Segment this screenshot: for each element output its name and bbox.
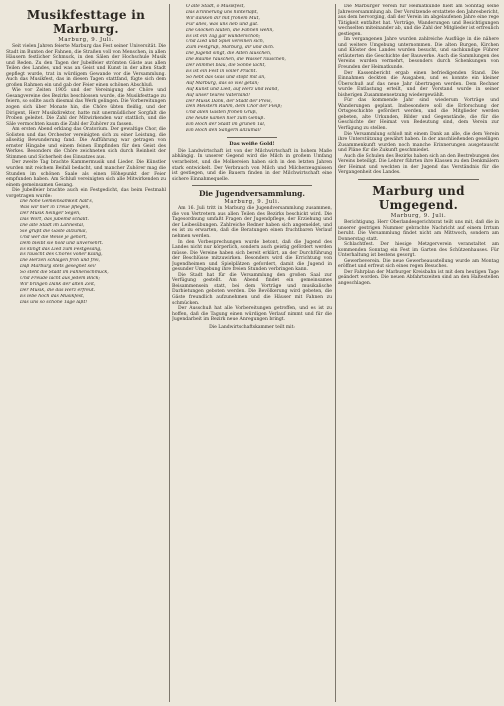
- article-dateline: Marburg, 9. Juli.: [58, 37, 114, 43]
- poem-line: Die alte Stadt im Lahnestal,: [20, 222, 85, 228]
- poem-line: O alte Stadt, o Musikfest,: [186, 4, 245, 9]
- column-right: [338, 4, 499, 702]
- paragraph: Die Versammlung schloß mit einem Dank an alle, die dem Verein ihre Unterstützung gewährt haben. In der anschließenden geselligen Zusammenkunft wurden noch manche Erinnerungen ausgetauscht und Pläne für die Zukunft geschmiedet.: [338, 131, 499, 154]
- paragraph: Schlachtfest. Der hiesige Metzgerverein veranstaltet am kommenden Sonntag ein Fest im Garten des Schützenhauses. Für Unterhaltung ist bestens gesorgt.: [338, 242, 499, 259]
- poem-line: Auf Marburg, das so viel getan;: [186, 80, 259, 86]
- poem-line: Zum Festgruß, Marburg, dir und dich.: [186, 45, 275, 51]
- paragraph: Am ersten Abend erklang das Oratorium. Der gewaltige Chor, die Solisten und das Orchester vereinigten sich zu einer Leistung, die allseitig Bewunderung fand. Die Aufführung war getragen von ernster Hingabe und einem feinen Empfinden für den Geist des Werkes. Besonders die Chöre zeichneten sich durch Reinheit der Stimmen und Sicherheit des Einsatzes aus.: [6, 127, 166, 160]
- section-dateline: Marburg, 9. Juli.: [390, 212, 447, 219]
- poem-line: Das Wort, das jubelnd schallt.: [20, 217, 89, 223]
- paragraph: Die Landwirtschaft ist von der Milchwirtschaft in hohem Maße abhängig. In unserer Gegend wird die Milch in großem Umfang verarbeitet, und die Molkereien haben sich in den letzten Jahren stark entwickelt. Der Verbrauch von Milch und Milcherzeugnissen ist gestiegen, und die Bauern finden in der Milchwirtschaft eine sichere Einnahmequelle.: [172, 148, 332, 182]
- poem-line: Und Lied und Spiel vereinen sich,: [186, 39, 265, 45]
- poem-line: Es klingt das Lied zum Festgesang,: [20, 246, 102, 252]
- paragraph: Am 16. Juli tritt in Marburg die Jugendversammlung zusammen, die von Vertretern aus allen Teilen des Bezirks beschickt wird. Die Tagesordnung umfaßt Fragen der Jugendpflege, der Erziehung und der Leibesübungen. Zahlreiche Redner haben sich angemeldet, und es ist zu erwarten, daß die Beratungen einen fruchtbaren Verlauf nehmen werden.: [172, 206, 332, 239]
- subheadline: Das weiße Gold!: [229, 140, 275, 147]
- poem-line: Das uns so schöne Tage läßt!: [20, 299, 88, 305]
- poem-line: Es ist ein Fest in voller Pracht.: [186, 68, 257, 74]
- poem-line: Auf unser teures Vaterland!: [186, 92, 251, 98]
- poem-line: Ein Hoch den Sängern allzumal!: [186, 128, 261, 134]
- poem-line: Es ist ein Tag gar wunderschön;: [186, 33, 261, 39]
- poem-line: Das Erinnerung uns hinterläßt,: [186, 9, 259, 15]
- poem-line: So steht die Stadt im Fahnenschmuck,: [20, 270, 109, 276]
- paragraph: Wie vor Zeiten 1905 und der Vereinigung der Chöre und Gesangvereine des Bezirks beschlossen wurde, die Musikfesttage zu feiern, so sollte auch diesmal das Werk gelingen. Die Vorbereitungen zogen sich über Monate hin, die Chöre übten fleißig, und der Dirigent, Herr Musikdirektor, hatte mit unermüdlicher Sorgfalt die Proben geleitet. Die Zahl der Mitwirkenden war stattlich, und die Säle vermochten kaum die Zahl der Zuhörer zu fassen.: [6, 88, 166, 127]
- paragraph: Der Fahrplan der Marburger Kreisbahn ist mit dem heutigen Tage geändert worden. Die neuen Abfahrtszeiten sind an den Haltestellen angeschlagen.: [338, 269, 499, 286]
- article-body: [338, 4, 499, 176]
- divider: [358, 179, 479, 180]
- poem-line: Der Musik heiliger Segen,: [20, 211, 81, 217]
- poem: [172, 4, 332, 134]
- article-body: [338, 220, 499, 287]
- poem-line: Der Musik, die das Herz erfreut.: [20, 287, 96, 293]
- poem-line: Den Meistern Ruhm, dem Chor der Fleiß;: [186, 104, 283, 110]
- poem-line: Dem bleibt sie hold und unversehrt.: [20, 240, 104, 246]
- column-rule: [169, 4, 170, 702]
- poem-line: Die Jugend singt, die Alten lauschen,: [186, 51, 272, 57]
- paragraph: Die Stadt hat für die Versammlung den großen Saal zur Verfügung gestellt. Am Abend findet ein gemeinsames Beisammensein statt, bei dem Vorträge und musikalische Darbietungen geboten werden. Die Bevölkerung wird gebeten, die Gäste freundlich aufzunehmen und die Häuser mit Fahnen zu schmücken.: [172, 272, 332, 306]
- poem-line: Ein Hoch der Stadt im grünen Tal,: [186, 122, 266, 128]
- poem-line: Es rauscht des Chores voller Klang,: [20, 252, 103, 258]
- poem: [6, 199, 166, 305]
- poem-line: Die heute kamen hier zum Genuß.: [186, 116, 266, 122]
- poem-line: Der Himmel blau, die Sonne lacht,: [186, 63, 266, 69]
- paragraph: Der Kassenbericht ergab einen befriedigenden Stand. Die Einnahmen deckten die Ausgaben, und es konnte ein kleiner Überschuß auf das neue Jahr übertragen werden. Dem Rechner wurde Entlastung erteilt, und der Vorstand wurde in seiner bisherigen Zusammensetzung wiedergewählt.: [338, 70, 499, 98]
- column-rule: [335, 4, 336, 702]
- column-left: [6, 4, 166, 702]
- section-title: Die Jugendversammlung.: [198, 189, 306, 199]
- poem-line: Es lebe hoch das Musikfest,: [20, 293, 85, 299]
- poem-line: Die Glocken läuten, die Fahnen wehn,: [186, 27, 274, 33]
- paragraph: Im vergangenen Jahre wurden zahlreiche Ausflüge in die nähere und weitere Umgebung unternommen. Die alten Burgen, Kirchen und Klöster des Landes wurden besucht, und sachkundige Führer erläuterten die Geschichte der Bauwerke. Auch die Sammlungen des Vereins wurden vermehrt, besonders durch Schenkungen von Freunden der Heimatkunde.: [338, 37, 499, 71]
- poem-line: Die Herzen schlagen froh und frei,: [20, 258, 101, 264]
- divider: [227, 137, 277, 138]
- paragraph: Der zweite Tag brachte Kammermusik und Lieder. Die Künstler wurden mit reichem Beifall bedacht, und mancher Zuhörer mag die Stunden im schönen Saale als einen Höhepunkt der Feier empfunden haben. Am Schluß vereinigten sich alle Mitwirkenden zu einem gemeinsamen Gesang.: [6, 160, 166, 188]
- poem-line: Was wir hier in Treue pflegen,: [20, 205, 90, 211]
- paragraph: Für das kommende Jahr sind wiederum Vorträge und Wanderungen geplant. Insbesondere soll die Erforschung der Ortsgeschichte gefördert werden, und die Mitglieder werden gebeten, alte Urkunden, Bilder und Gegenstände, die für die Geschichte der Heimat von Bedeutung sind, dem Verein zur Verfügung zu stellen.: [338, 98, 499, 132]
- paragraph: Der Ausschuß hat alle Vorbereitungen getroffen, und es ist zu hoffen, daß die Tagung einen würdigen Verlauf nimmt und für die Jugendarbeit im Bezirk neue Anregungen bringt.: [172, 306, 332, 323]
- poem-line: Und wer die Weise je gehört,: [20, 234, 87, 240]
- divider: [192, 185, 312, 186]
- poem-line: So hebt das Glas und stoßt mit an,: [186, 74, 266, 80]
- section-dateline: Marburg, 9. Juli.: [224, 199, 280, 206]
- poem-line: Und allen Gästen frohen Gruß,: [186, 110, 258, 116]
- poem-line: Für alles, was uns lieb und gut.: [186, 21, 259, 27]
- paragraph: In den Vorbesprechungen wurde betont, daß die Jugend des Landes nicht nur körperlich, sondern auch geistig gefördert werden müsse. Die Vereine haben sich bereit erklärt, an der Durchführung der Beschlüsse mitzuwirken. Besonders wird die Errichtung von Jugendheimen und Spielplätzen gefordert, damit die Jugend in gesunder Umgebung ihre freien Stunden verbringen kann.: [172, 239, 332, 273]
- poem-line: Die Bäume rauschen, die Wasser rauschen,: [186, 57, 286, 63]
- poem-line: Auf Kunst und Lied, auf Herz und Hand,: [186, 86, 279, 92]
- article-body: [172, 149, 332, 182]
- paragraph: Berichtigung. Herr Oberlandesgerichtsrat teilt uns mit, daß die in unserer gestrigen Nummer gebrachte Nachricht auf einem Irrtum beruht. Die Versammlung findet nicht am Mittwoch, sondern am Donnerstag statt.: [338, 219, 499, 242]
- paragraph: Die Jubelfeier brachte auch ein Festgedicht, das beim Festmahl vorgetragen wurde:: [6, 188, 166, 199]
- poem-line: Wir danken dir mit frohem Mut,: [186, 15, 260, 21]
- paragraph: Auch die Schulen des Bezirks haben sich an den Bestrebungen des Vereins beteiligt. Die Lehrer führten ihre Klassen zu den Denkmälern der Heimat und weckten in der Jugend das Verständnis für die Vergangenheit des Landes.: [338, 153, 499, 176]
- paragraph: Gewerbeverein. Die neue Gewerbeausstellung wurde am Montag eröffnet und erfreut sich eines regen Besuches.: [338, 258, 499, 270]
- article-headline: Musikfesttage in Marburg.: [26, 8, 146, 36]
- paragraph: Die Marburger Verein für Heimatkunde hielt am Sonntag seine Jahresversammlung ab. Der Vorsitzende erstattete den Jahresbericht, aus dem hervorging, daß der Verein im abgelaufenen Jahre eine rege Tätigkeit entfaltet hat. Vorträge, Wanderungen und Besichtigungen wechselten miteinander ab, und die Zahl der Mitglieder ist erfreulich gestiegen.: [338, 4, 499, 37]
- poem-line: Daß Marburg stets gesegnet sei!: [20, 264, 96, 270]
- poem-line: Die hohe Gemeinsamkeit hält's,: [20, 199, 94, 205]
- poem-line: Sie grüßt die Gäste allzumal,: [20, 228, 88, 234]
- article-body: [172, 206, 332, 322]
- column-middle: [172, 4, 332, 702]
- poem-line: Der Musik Dank, der Stadt der Preis,: [186, 98, 272, 104]
- poem-line: Wir bringen Dank der alten Zeit,: [20, 282, 96, 287]
- end-note: Die Landwirtschaftskammer teilt mit:: [209, 324, 295, 330]
- section-title: Marburg und Umgegend.: [372, 183, 465, 212]
- paragraph: Seit vielen Jahren feierte Marburg das Fest seiner Universität. Die Stadt im Bunten der Fahnen, die Straßen voll von Menschen, in allen Häusern festlicher Schmuck, in den Sälen der Hochschule Musik und Reden. Zu den Tagen der Jubelfeier strömten Gäste aus allen Teilen des Landes, und was an Geist und Kunst in der alten Stadt gepflegt wurde, trat in würdigem Gewande vor die Versammlung. Auch das Musikfest, das in diesen Tagen stattfand, fügte sich dem großen Rahmen ein und gab der Feier einen schönen Abschluß.: [6, 44, 166, 88]
- poem-line: Und Freude lacht aus jedem Blick;: [20, 276, 100, 282]
- article-body: [6, 44, 166, 199]
